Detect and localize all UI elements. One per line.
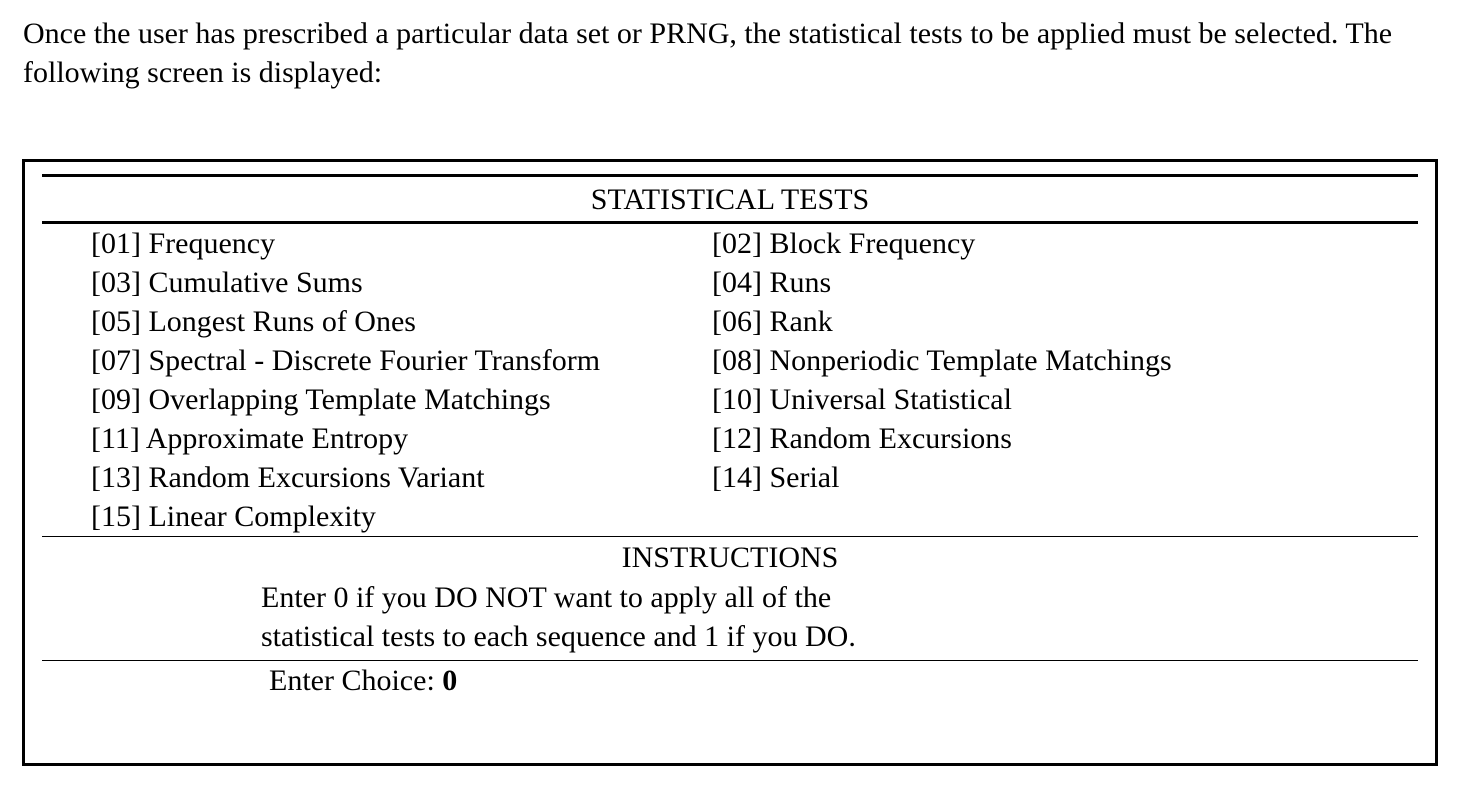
instructions-top-rule xyxy=(42,536,1418,537)
test-item-universal-statistical: [10] Universal Statistical xyxy=(712,383,1012,416)
test-item-approximate-entropy: [11] Approximate Entropy xyxy=(91,422,409,455)
instruction-line: statistical tests to each sequence and 1 if you DO. xyxy=(261,620,856,653)
test-item-nonperiodic-template: [08] Nonperiodic Template Matchings xyxy=(712,344,1172,377)
test-item-cumulative-sums: [03] Cumulative Sums xyxy=(91,266,363,299)
tests-title-rule xyxy=(42,221,1418,224)
instructions-title: INSTRUCTIONS xyxy=(621,541,839,574)
test-item-block-frequency: [02] Block Frequency xyxy=(712,227,976,260)
test-item-frequency: [01] Frequency xyxy=(91,227,276,260)
choice-value[interactable]: 0 xyxy=(442,664,458,697)
test-item-linear-complexity: [15] Linear Complexity xyxy=(91,500,376,533)
choice-top-rule xyxy=(42,660,1418,661)
test-item-random-excursions: [12] Random Excursions xyxy=(712,422,1012,455)
instruction-line: Enter 0 if you DO NOT want to apply all of the xyxy=(261,581,832,614)
choice-prompt[interactable] xyxy=(269,663,457,699)
tests-title: STATISTICAL TESTS xyxy=(590,183,870,216)
test-item-longest-runs: [05] Longest Runs of Ones xyxy=(91,305,416,338)
test-item-random-excursions-variant: [13] Random Excursions Variant xyxy=(91,461,485,494)
test-item-overlapping-template: [09] Overlapping Template Matchings xyxy=(91,383,551,416)
test-selection-screen xyxy=(22,159,1438,766)
top-rule xyxy=(42,174,1418,177)
test-item-runs: [04] Runs xyxy=(712,266,832,299)
choice-label: Enter Choice: xyxy=(269,664,443,697)
test-item-rank: [06] Rank xyxy=(712,305,833,338)
test-item-spectral-dft: [07] Spectral - Discrete Fourier Transform xyxy=(91,344,601,377)
intro-paragraph: Once the user has prescribed a particular data set or PRNG, the statistical tests to be applied must be selected. The following screen is displayed: xyxy=(23,17,1393,89)
test-item-serial: [14] Serial xyxy=(712,461,840,494)
